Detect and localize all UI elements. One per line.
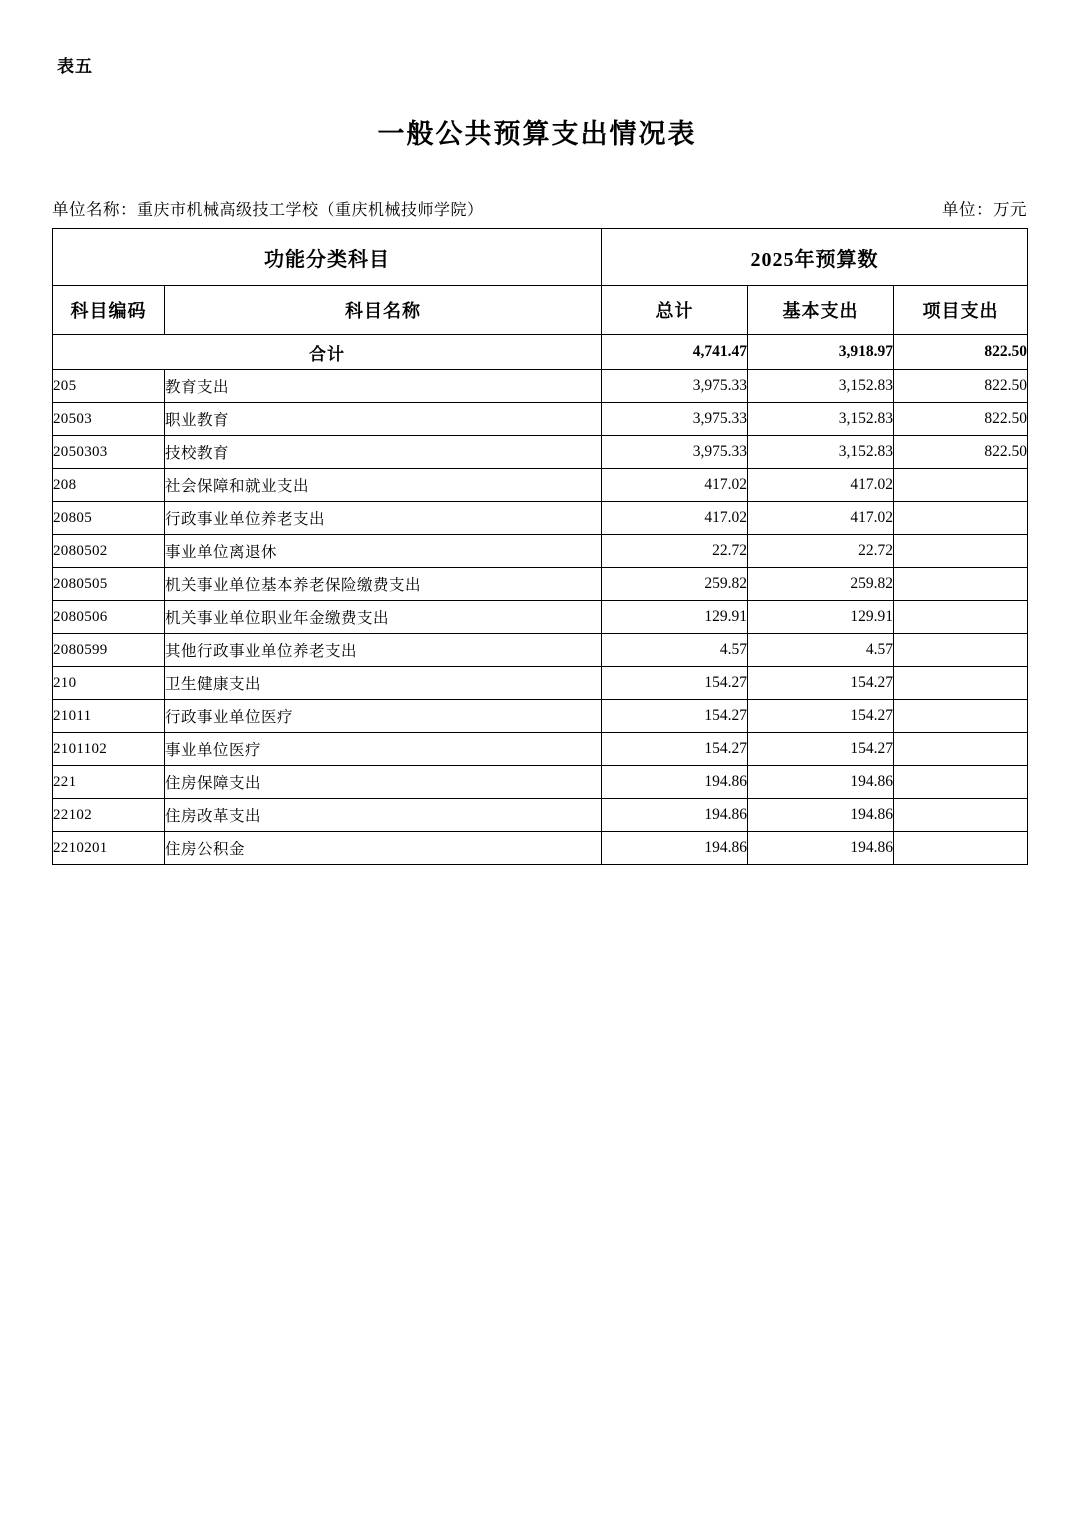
budget-table xyxy=(52,228,1028,865)
cell-subject-code: 2080505 xyxy=(53,568,165,601)
cell-subject-name: 卫生健康支出 xyxy=(165,667,602,700)
unit-name-block xyxy=(52,196,484,220)
table-row xyxy=(53,403,1028,436)
cell-project-expenditure xyxy=(894,733,1028,766)
cell-subject-name: 技校教育 xyxy=(165,436,602,469)
cell-subject-code: 205 xyxy=(53,370,165,403)
cell-project-expenditure xyxy=(894,535,1028,568)
column-header-name: 科目名称 xyxy=(165,286,602,335)
cell-subject-name: 行政事业单位养老支出 xyxy=(165,502,602,535)
cell-basic-expenditure: 4.57 xyxy=(748,634,894,667)
cell-subject-code: 2101102 xyxy=(53,733,165,766)
cell-total: 417.02 xyxy=(602,469,748,502)
cell-total: 194.86 xyxy=(602,799,748,832)
cell-basic-expenditure: 154.27 xyxy=(748,733,894,766)
cell-subject-name: 事业单位医疗 xyxy=(165,733,602,766)
table-row-total xyxy=(53,335,1028,370)
table-row xyxy=(53,634,1028,667)
table-row xyxy=(53,436,1028,469)
cell-project-expenditure: 822.50 xyxy=(894,436,1028,469)
currency-unit-label: 单位：万元 xyxy=(942,200,1027,219)
table-row xyxy=(53,469,1028,502)
cell-basic-expenditure: 417.02 xyxy=(748,502,894,535)
total-row-total: 4,741.47 xyxy=(602,335,748,370)
cell-basic-expenditure: 3,152.83 xyxy=(748,403,894,436)
table-row xyxy=(53,832,1028,865)
table-row xyxy=(53,568,1028,601)
cell-project-expenditure xyxy=(894,700,1028,733)
cell-total: 3,975.33 xyxy=(602,436,748,469)
table-row xyxy=(53,700,1028,733)
table-header-group-row xyxy=(53,229,1028,286)
cell-project-expenditure xyxy=(894,502,1028,535)
cell-subject-code: 2210201 xyxy=(53,832,165,865)
page-title: 一般公共预算支出情况表 xyxy=(377,119,697,149)
cell-total: 417.02 xyxy=(602,502,748,535)
total-row-label: 合计 xyxy=(53,335,602,370)
cell-subject-name: 机关事业单位基本养老保险缴费支出 xyxy=(165,568,602,601)
cell-subject-code: 2080502 xyxy=(53,535,165,568)
column-header-total: 总计 xyxy=(602,286,748,335)
table-header-column-row xyxy=(53,286,1028,335)
cell-subject-name: 社会保障和就业支出 xyxy=(165,469,602,502)
cell-project-expenditure: 822.50 xyxy=(894,370,1028,403)
cell-basic-expenditure: 417.02 xyxy=(748,469,894,502)
cell-subject-name: 住房保障支出 xyxy=(165,766,602,799)
cell-total: 194.86 xyxy=(602,766,748,799)
cell-total: 259.82 xyxy=(602,568,748,601)
header-functional-category: 功能分类科目 xyxy=(53,229,602,286)
cell-subject-code: 22102 xyxy=(53,799,165,832)
sheet-label: 表五 xyxy=(57,57,93,76)
total-row-project: 822.50 xyxy=(894,335,1028,370)
cell-subject-code: 2050303 xyxy=(53,436,165,469)
cell-subject-code: 2080599 xyxy=(53,634,165,667)
cell-subject-name: 其他行政事业单位养老支出 xyxy=(165,634,602,667)
cell-project-expenditure xyxy=(894,601,1028,634)
cell-total: 129.91 xyxy=(602,601,748,634)
table-row xyxy=(53,502,1028,535)
cell-basic-expenditure: 259.82 xyxy=(748,568,894,601)
column-header-code: 科目编码 xyxy=(53,286,165,335)
cell-basic-expenditure: 129.91 xyxy=(748,601,894,634)
header-budget-year: 2025年预算数 xyxy=(602,229,1028,286)
table-row xyxy=(53,667,1028,700)
cell-subject-name: 教育支出 xyxy=(165,370,602,403)
cell-total: 4.57 xyxy=(602,634,748,667)
cell-project-expenditure: 822.50 xyxy=(894,403,1028,436)
unit-name-label: 单位名称： xyxy=(52,200,137,219)
cell-subject-code: 208 xyxy=(53,469,165,502)
table-row xyxy=(53,535,1028,568)
table-row xyxy=(53,601,1028,634)
cell-total: 22.72 xyxy=(602,535,748,568)
cell-project-expenditure xyxy=(894,469,1028,502)
cell-basic-expenditure: 22.72 xyxy=(748,535,894,568)
total-row-basic: 3,918.97 xyxy=(748,335,894,370)
cell-total: 194.86 xyxy=(602,832,748,865)
cell-subject-name: 机关事业单位职业年金缴费支出 xyxy=(165,601,602,634)
table-row xyxy=(53,733,1028,766)
cell-total: 154.27 xyxy=(602,667,748,700)
cell-subject-name: 行政事业单位医疗 xyxy=(165,700,602,733)
cell-subject-code: 221 xyxy=(53,766,165,799)
cell-total: 3,975.33 xyxy=(602,403,748,436)
cell-project-expenditure xyxy=(894,799,1028,832)
table-body xyxy=(53,335,1028,865)
cell-subject-code: 20805 xyxy=(53,502,165,535)
cell-project-expenditure xyxy=(894,667,1028,700)
cell-total: 3,975.33 xyxy=(602,370,748,403)
column-header-basic: 基本支出 xyxy=(748,286,894,335)
cell-basic-expenditure: 194.86 xyxy=(748,766,894,799)
cell-project-expenditure xyxy=(894,832,1028,865)
cell-subject-code: 2080506 xyxy=(53,601,165,634)
cell-basic-expenditure: 194.86 xyxy=(748,832,894,865)
cell-basic-expenditure: 3,152.83 xyxy=(748,436,894,469)
cell-project-expenditure xyxy=(894,568,1028,601)
cell-basic-expenditure: 154.27 xyxy=(748,667,894,700)
table-row xyxy=(53,799,1028,832)
cell-basic-expenditure: 154.27 xyxy=(748,700,894,733)
cell-subject-code: 210 xyxy=(53,667,165,700)
column-header-project: 项目支出 xyxy=(894,286,1028,335)
cell-subject-code: 21011 xyxy=(53,700,165,733)
cell-project-expenditure xyxy=(894,634,1028,667)
cell-subject-name: 住房公积金 xyxy=(165,832,602,865)
table-row xyxy=(53,766,1028,799)
cell-subject-name: 职业教育 xyxy=(165,403,602,436)
unit-name-value: 重庆市机械高级技工学校（重庆机械技师学院） xyxy=(137,202,484,219)
cell-total: 154.27 xyxy=(602,700,748,733)
cell-subject-code: 20503 xyxy=(53,403,165,436)
cell-project-expenditure xyxy=(894,766,1028,799)
meta-row xyxy=(52,196,1027,220)
cell-subject-name: 住房改革支出 xyxy=(165,799,602,832)
table-row xyxy=(53,370,1028,403)
cell-subject-name: 事业单位离退休 xyxy=(165,535,602,568)
cell-total: 154.27 xyxy=(602,733,748,766)
cell-basic-expenditure: 194.86 xyxy=(748,799,894,832)
cell-basic-expenditure: 3,152.83 xyxy=(748,370,894,403)
